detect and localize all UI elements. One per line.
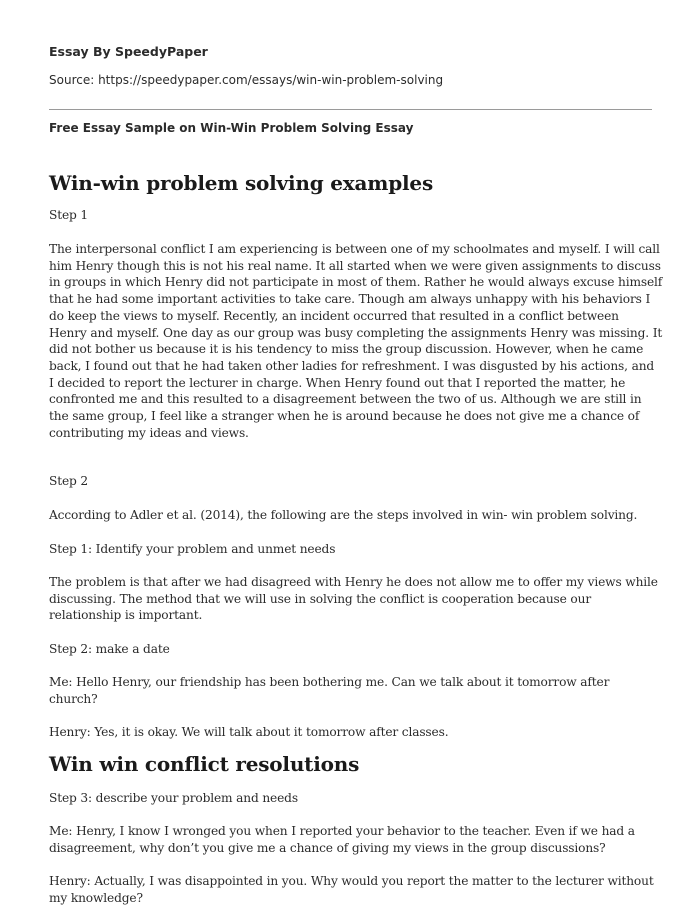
brand-title: Essay By SpeedyPaper bbox=[49, 44, 208, 59]
step-make-date-label: Step 2: make a date bbox=[49, 642, 170, 656]
section-heading-resolutions: Win win conflict resolutions bbox=[49, 752, 360, 776]
text-line: that he had some important activities to take care. Though am always unhappy with his behaviors I bbox=[49, 292, 651, 307]
paragraph-steps-intro: According to Adler et al. (2014), the following are the steps involved in win- win problem solving. bbox=[49, 508, 638, 522]
text-line: did not bother us because it is his tendency to miss the group discussion. However, when he came bbox=[49, 342, 644, 357]
text-line: relationship is important. bbox=[49, 608, 203, 623]
text-line: confronted me and this resulted to a disagreement between the two of us. Although we are still in bbox=[49, 392, 642, 407]
paragraph-dialogue-henry-1: Henry: Yes, it is okay. We will talk about it tomorrow after classes. bbox=[49, 725, 449, 739]
text-line: contributing my ideas and views. bbox=[49, 425, 249, 440]
paragraph-dialogue-henry-2 bbox=[49, 873, 655, 906]
text-line: discussing. The method that we will use in solving the conflict is cooperation because our bbox=[49, 591, 591, 606]
step-identify-problem-label: Step 1: Identify your problem and unmet needs bbox=[49, 542, 336, 556]
text-line: I decided to report the lecturer in charge. When Henry found out that I reported the matter, he bbox=[49, 375, 626, 390]
text-line: him Henry though this is not his real name. It all started when we were given assignments to discuss bbox=[49, 258, 661, 273]
text-line: back, I found out that he had taken other ladies for refreshment. I was disgusted by his actions, and bbox=[49, 358, 655, 373]
step-1-label: Step 1 bbox=[49, 208, 88, 222]
text-line: do keep the views to myself. Recently, an incident occurred that resulted in a conflict between bbox=[49, 308, 619, 323]
text-line: Henry and myself. One day as our group was busy completing the assignments Henry was missing. It bbox=[49, 325, 663, 340]
step-2-label: Step 2 bbox=[49, 474, 88, 488]
text-line: The problem is that after we had disagreed with Henry he does not allow me to offer my views while bbox=[49, 575, 658, 589]
text-line: the same group, I feel like a stranger when he is around because he does not give me a chance of bbox=[49, 409, 640, 424]
paragraph-problem bbox=[49, 574, 658, 624]
paragraph-dialogue-me-2 bbox=[49, 823, 655, 856]
text-line: Henry: Actually, I was disappointed in you. Why would you report the matter to the lecturer without bbox=[49, 874, 654, 888]
text-line: in groups in which Henry did not participate in most of them. Rather he would always excuse himself bbox=[49, 275, 663, 290]
text-line: The interpersonal conflict I am experiencing is between one of my schoolmates and myself. I will call bbox=[49, 242, 660, 256]
text-line: Me: Hello Henry, our friendship has been bothering me. Can we talk about it tomorrow after bbox=[49, 675, 610, 689]
section-heading-examples: Win-win problem solving examples bbox=[49, 171, 434, 195]
header-divider bbox=[49, 109, 652, 110]
paragraph-conflict-description bbox=[49, 241, 663, 441]
source-url: Source: https://speedypaper.com/essays/win-win-problem-solving bbox=[49, 73, 444, 87]
paragraph-dialogue-me-1 bbox=[49, 674, 655, 707]
text-line: disagreement, why don’t you give me a chance of giving my views in the group discussions? bbox=[49, 840, 606, 855]
text-line: church? bbox=[49, 691, 98, 706]
text-line: my knowledge? bbox=[49, 890, 143, 905]
essay-title: Free Essay Sample on Win-Win Problem Solving Essay bbox=[49, 121, 414, 135]
text-line: Me: Henry, I know I wronged you when I reported your behavior to the teacher. Even if we had a bbox=[49, 824, 635, 838]
step-describe-problem-label: Step 3: describe your problem and needs bbox=[49, 791, 298, 805]
